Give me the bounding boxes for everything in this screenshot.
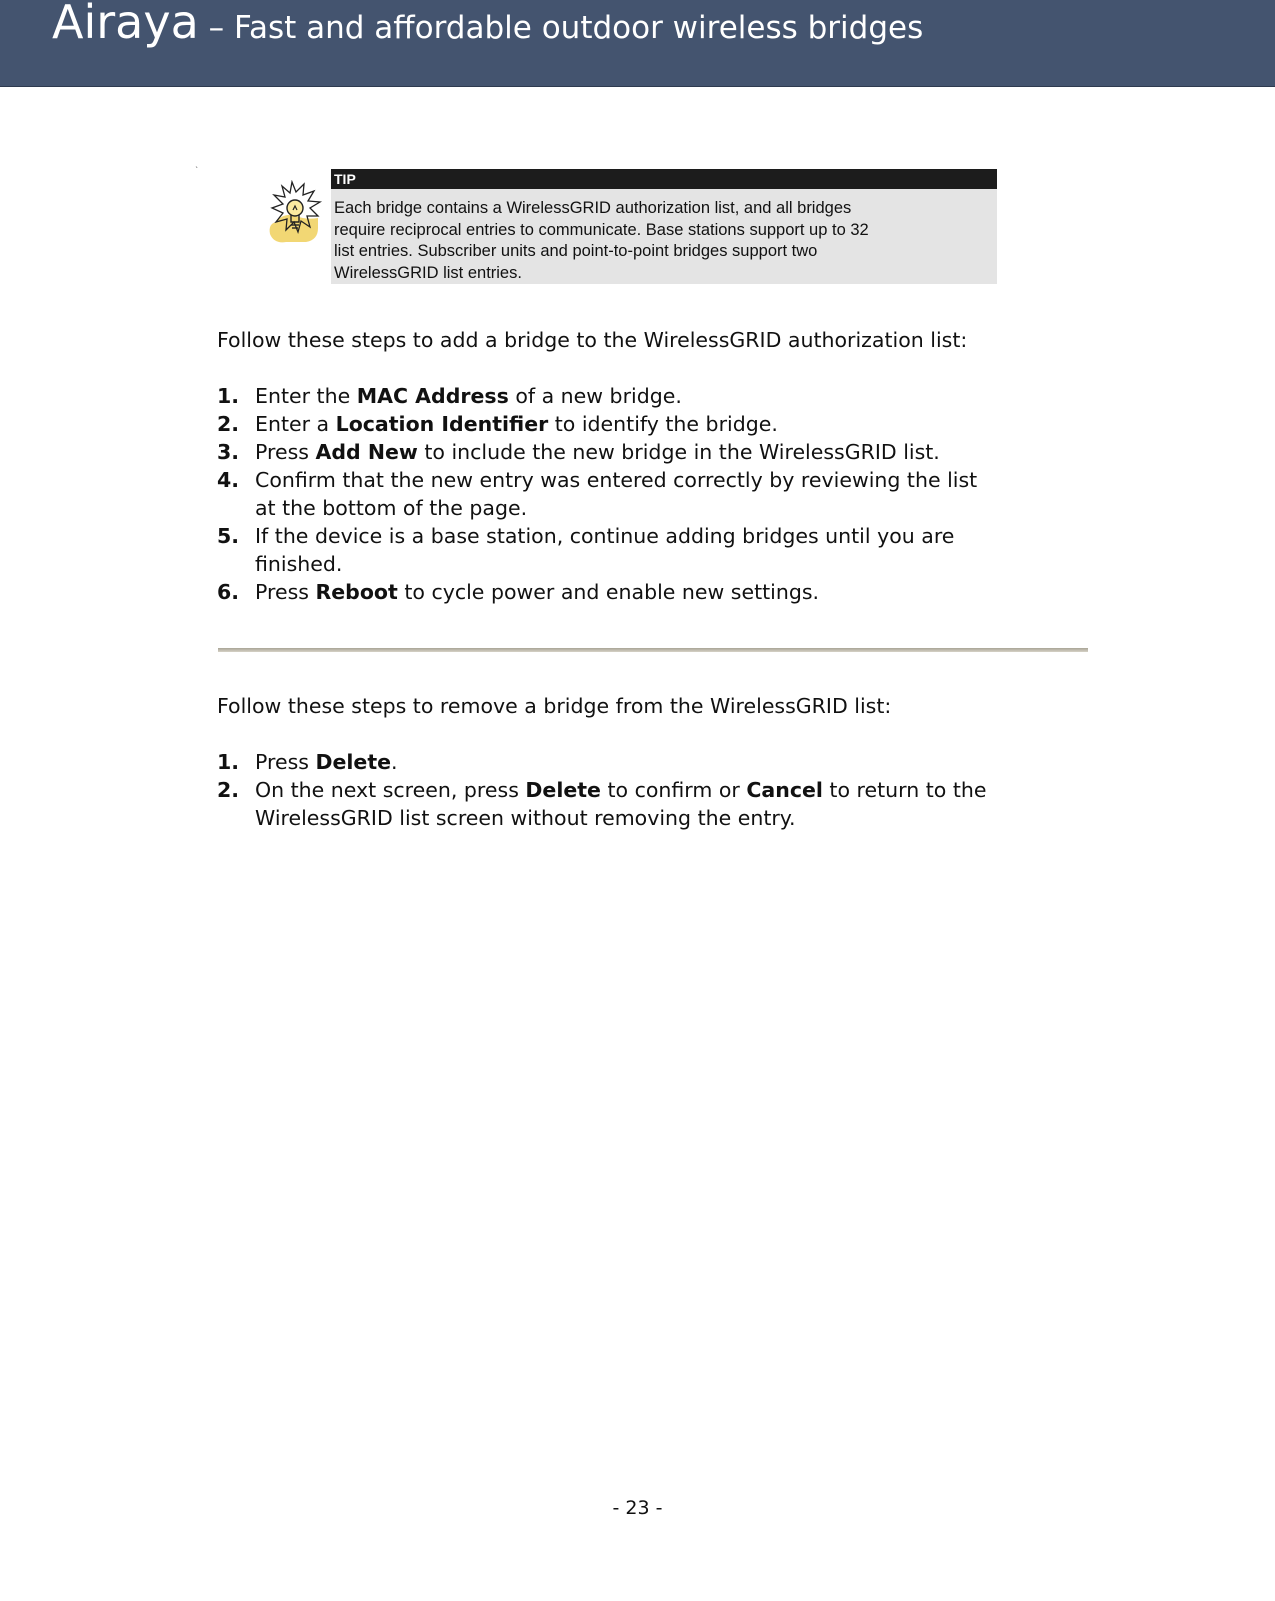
tip-line: require reciprocal entries to communicate. Base stations support up to 32 <box>334 220 869 239</box>
step-text: . <box>391 750 398 774</box>
step-text: to cycle power and enable new settings. <box>397 580 820 604</box>
header-title <box>52 0 923 61</box>
tip-label: TIP <box>331 169 997 189</box>
tip-line: list entries. Subscriber units and point-to-point bridges support two <box>334 242 818 260</box>
step-number: 2. <box>217 412 240 436</box>
ui-term: Delete <box>525 778 601 802</box>
ui-term: Cancel <box>746 778 823 802</box>
tip-box <box>331 169 997 284</box>
tip-line: WirelessGRID list entries. <box>334 263 522 282</box>
step-text: to identify the bridge. <box>548 412 778 436</box>
step-text: finished. <box>255 552 343 576</box>
tip-body <box>331 189 997 284</box>
step-text: Confirm that the new entry was entered correctly by reviewing the list <box>255 468 978 492</box>
step-text: of a new bridge. <box>508 384 682 408</box>
add-bridge-section <box>217 326 1097 606</box>
step-text: to confirm or <box>600 778 747 802</box>
page-header <box>0 0 1275 87</box>
ui-term: Add New <box>315 440 418 464</box>
ui-term: Reboot <box>315 580 398 604</box>
step-text: to return to the <box>822 778 987 802</box>
add-steps-list <box>217 382 1097 606</box>
list-item <box>217 382 1097 410</box>
step-number: 4. <box>217 468 240 492</box>
stray-mark: ` <box>195 166 199 175</box>
step-text: Press <box>255 440 316 464</box>
list-item <box>217 466 1097 522</box>
brand-name: Airaya <box>52 0 199 49</box>
ui-term: MAC Address <box>356 384 509 408</box>
step-number: 1. <box>217 384 240 408</box>
list-item <box>217 776 1097 832</box>
list-item <box>217 522 1097 578</box>
add-intro: Follow these steps to add a bridge to the WirelessGRID authorization list: <box>217 328 968 352</box>
step-number: 5. <box>217 524 240 548</box>
tip-line: Each bridge contains a WirelessGRID authorization list, and all bridges <box>334 199 852 217</box>
step-number: 6. <box>217 580 240 604</box>
step-text: Press <box>255 750 316 774</box>
list-item <box>217 578 1097 606</box>
step-number: 3. <box>217 440 240 464</box>
ui-term: Delete <box>315 750 392 774</box>
step-text: Enter a <box>255 412 336 436</box>
step-text: at the bottom of the page. <box>255 496 528 520</box>
step-number: 2. <box>217 778 240 802</box>
remove-intro: Follow these steps to remove a bridge from the WirelessGRID list: <box>217 694 892 718</box>
header-tagline: – Fast and affordable outdoor wireless bridges <box>198 10 924 46</box>
remove-bridge-section <box>217 692 1097 832</box>
remove-steps-list <box>217 748 1097 832</box>
step-text: WirelessGRID list screen without removing the entry. <box>255 806 796 830</box>
step-text: Press <box>255 580 316 604</box>
step-text: If the device is a base station, continue adding bridges until you are <box>255 524 955 548</box>
step-text: to include the new bridge in the WirelessGRID list. <box>417 440 940 464</box>
lightbulb-icon <box>266 180 326 246</box>
ui-term: Location Identifier <box>335 412 549 436</box>
step-text: Enter the <box>255 384 357 408</box>
list-item <box>217 410 1097 438</box>
section-divider <box>218 648 1088 652</box>
list-item <box>217 438 1097 466</box>
step-text: On the next screen, press <box>255 778 526 802</box>
list-item <box>217 748 1097 776</box>
step-number: 1. <box>217 750 240 774</box>
page-number: - 23 - <box>612 1497 663 1519</box>
